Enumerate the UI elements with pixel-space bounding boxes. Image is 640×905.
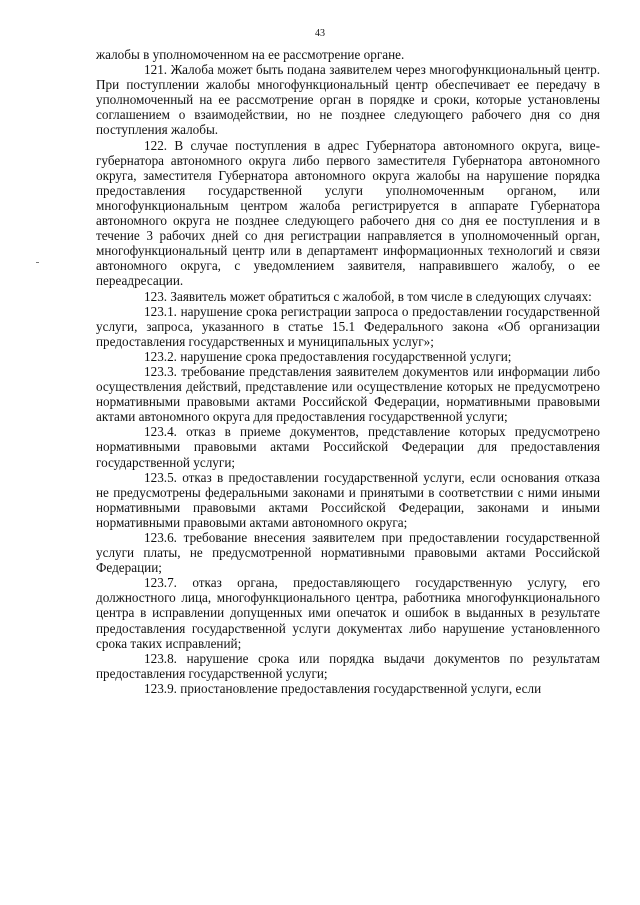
document-body bbox=[96, 47, 600, 696]
paragraph-122: 122. В случае поступления в адрес Губернатора автономного округа, вице-губернатора автономного округа либо первого заместителя Губернатора автономного округа, заместителя Губернатора автономного округа жалобы на нарушение порядка предоставления государственной услуги уполномоченным органом, или многофункциональным центром жалоба регистрируется в аппарате Губернатора автономного округа не позднее следующего рабочего дня со дня ее поступления и в течение 3 рабочих дней со дня регистрации направляется в уполномоченный орган, многофункциональный центр или в департамент информационных технологий и связи автономного округа, с уведомлением заявителя, направившего жалобу, о ее переадресации. bbox=[96, 137, 600, 289]
paragraph-continuation: жалобы в уполномоченном на ее рассмотрение органе. bbox=[96, 47, 405, 62]
paragraph-123-8: 123.8. нарушение срока или порядка выдачи документов по результатам предоставления государственной услуги; bbox=[96, 650, 600, 681]
margin-mark bbox=[36, 262, 39, 263]
paragraph-123-6: 123.6. требование внесения заявителем при предоставлении государственной услуги платы, не предусмотренной нормативными правовыми актами Российской Федерации; bbox=[96, 530, 600, 576]
paragraph-123-3: 123.3. требование представления заявителем документов или информации либо осуществления действий, представление или осуществление которых не предусмотрено нормативными правовыми актами Российской Федерации, нормативными правовыми актами автономного округа для предоставления государственной услуги; bbox=[96, 363, 600, 425]
paragraph-123-5: 123.5. отказ в предоставлении государственной услуги, если основания отказа не предусмотрены федеральными законами и принятыми в соответствии с ними иными нормативными правовыми актами Российской Федерации, законами и иными нормативными правовыми актами автономного округа; bbox=[96, 469, 600, 530]
paragraph-123-2: 123.2. нарушение срока предоставления государственной услуги; bbox=[144, 348, 512, 364]
paragraph-123-1: 123.1. нарушение срока регистрации запроса о предоставлении государственной услуги, запроса, указанного в статье 15.1 Федерального закона «Об организации предоставления государственных и муниципальных услуг»; bbox=[96, 303, 600, 349]
paragraph-123-7: 123.7. отказ органа, предоставляющего государственную услугу, его должностного лица, многофункционального центра, работника многофункционального центра в исправлении допущенных ими опечаток и ошибок в выданных в результате предоставления государственной услуги документах либо нарушение установленного срока таких исправлений; bbox=[96, 575, 600, 651]
paragraph-123: 123. Заявитель может обратиться с жалобой, в том числе в следующих случаях: bbox=[144, 288, 592, 304]
paragraph-123-4: 123.4. отказ в приеме документов, представление которых предусмотрено нормативными правовыми актами Российской Федерации для предоставления государственной услуги; bbox=[96, 424, 600, 470]
paragraph-121: 121. Жалоба может быть подана заявителем через многофункциональный центр. При поступлении жалобы многофункциональный центр обеспечивает ее передачу в уполномоченный на ее рассмотрение орган в порядке и сроки, которые установлены соглашением о взаимодействии, но не позднее следующего рабочего дня со дня поступления жалобы. bbox=[96, 62, 600, 138]
paragraph-123-9: 123.9. приостановление предоставления государственной услуги, если bbox=[144, 680, 542, 696]
page-number: 43 bbox=[315, 28, 325, 39]
